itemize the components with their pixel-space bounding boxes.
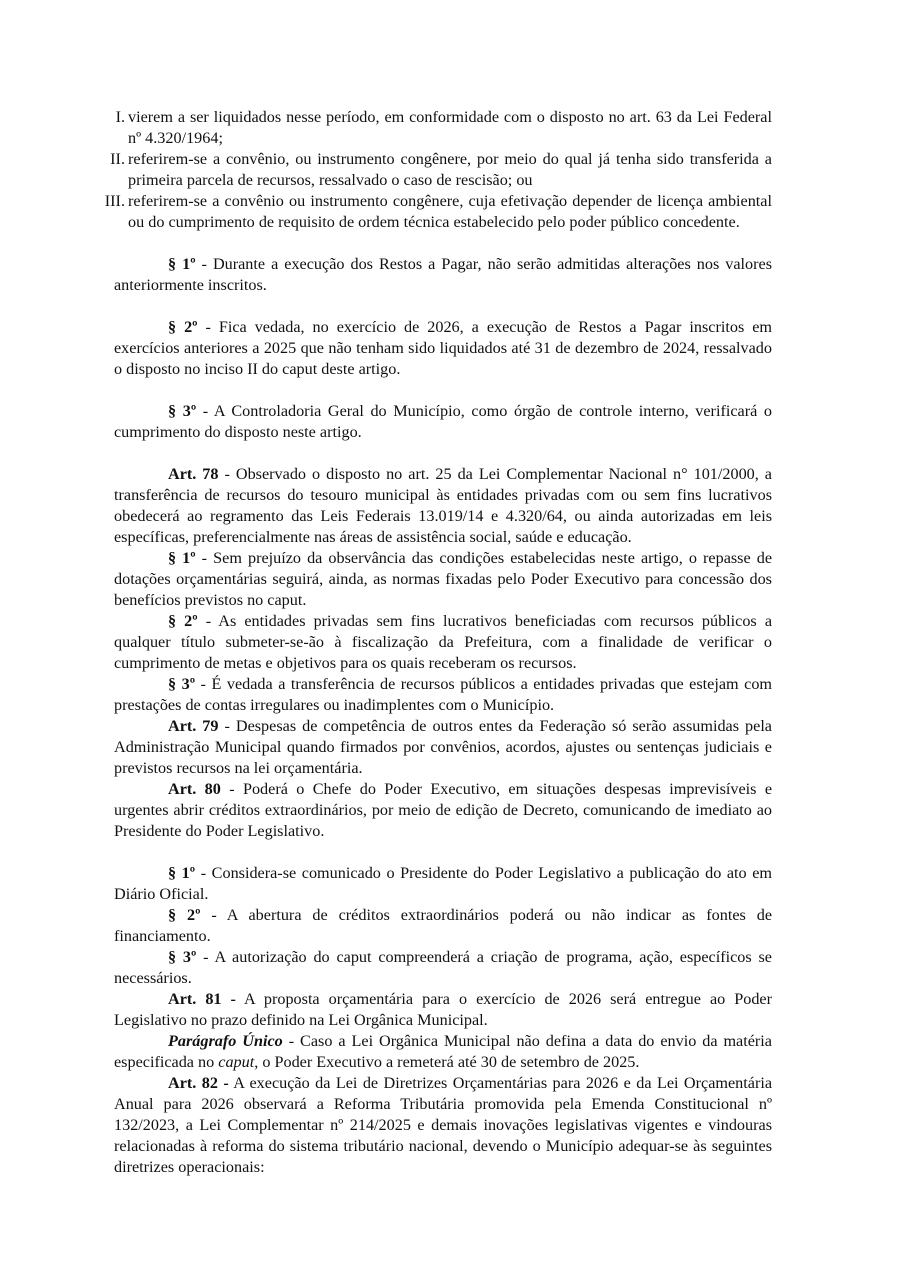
article-78 (114, 464, 772, 1178)
paragraph-label: § 3º (168, 402, 197, 420)
article-80-paragraph-1 (114, 863, 772, 905)
spacer (128, 443, 772, 464)
paragraph-1 (114, 254, 772, 296)
spacer (128, 380, 772, 401)
article-label: Art. 82 - (168, 1074, 229, 1092)
paragraph-label: § 1º (168, 255, 196, 273)
article-text: - Observado o disposto no art. 25 da Lei Complementar Nacional n° 101/2000, a transferência de recursos do tesouro municipal às entidades privadas com ou sem fins lucrativos obedecerá ao regramento das Leis Federais 13.019/14 e 4.320/64, ou ainda autorizadas em leis específicas, preferencialmente nas áreas de assistência social, saúde e educação. (114, 465, 772, 546)
paragraph-text: - As entidades privadas sem fins lucrativos beneficiadas com recursos públicos a qualquer título submeter-se-ão à fiscalização da Prefeitura, com a finalidade de verificar o cumprimento de metas e objetivos para os quais receberam os recursos. (114, 612, 773, 672)
paragraph-text: - A abertura de créditos extraordinários poderá ou não indicar as fontes de financiamento. (114, 906, 773, 945)
document-page (104, 107, 773, 1178)
paragraph-label: Parágrafo Único (168, 1032, 283, 1050)
article-text: A proposta orçamentária para o exercício de 2026 será entregue ao Poder Legislativo no prazo definido na Lei Orgânica Municipal. (114, 990, 773, 1029)
article-80-paragraph-3 (114, 947, 772, 989)
article-79 (114, 716, 772, 779)
inciso-item (115, 107, 772, 149)
article-78-paragraph-3 (114, 674, 772, 716)
paragraph-text: - Caso a Lei Orgânica Municipal não defina a data do envio da matéria especificada no (114, 1032, 772, 1071)
article-78-paragraph-2 (114, 611, 772, 674)
inciso-number: II. (110, 150, 125, 168)
article-81-sole-paragraph (114, 1031, 772, 1073)
paragraph-3 (114, 401, 772, 443)
article-81-caput (114, 989, 772, 1031)
paragraph-text: - Considera-se comunicado o Presidente do Poder Legislativo a publicação do ato em Diário Oficial. (114, 864, 773, 903)
paragraph-text: - A autorização do caput compreenderá a criação de programa, ação, específicos se necessários. (114, 948, 772, 987)
article-label: Art. 78 (168, 465, 219, 483)
paragraph-italic-term: caput (218, 1053, 255, 1071)
paragraph-label: § 1º (168, 864, 196, 882)
article-80-caput (114, 779, 772, 842)
paragraph-label: § 2º (168, 906, 201, 924)
article-82-caput (114, 1073, 772, 1178)
article-label: Art. 79 (168, 717, 219, 735)
paragraph-text: - Durante a execução dos Restos a Pagar, não serão admitidas alterações nos valores anteriormente inscritos. (114, 255, 773, 294)
article-80-paragraph-2 (114, 905, 772, 947)
paragraph-label: § 2º (168, 612, 198, 630)
paragraph-text: - Sem prejuízo da observância das condições estabelecidas neste artigo, o repasse de dotações orçamentárias seguirá, ainda, as normas fixadas pelo Poder Executivo para concessão dos benefícios previstos no caput. (114, 549, 773, 609)
paragraph-label: § 2º (168, 318, 198, 336)
spacer (114, 842, 772, 863)
paragraph-label: § 3º (168, 675, 196, 693)
paragraph-label: § 3º (168, 948, 197, 966)
paragraph-text: , o Poder Executivo a remeterá até 30 de setembro de 2025. (254, 1053, 640, 1071)
article-text: A execução da Lei de Diretrizes Orçamentárias para 2026 e da Lei Orçamentária Anual para 2026 observará a Reforma Tributária promovida pela Emenda Constitucional nº 132/2023, a Lei Complementar nº 214/2025 e demais inovações legislativas vigentes e vindouras relacionadas à reforma do sistema tributário nacional, devendo o Município adequar-se às seguintes diretrizes operacionais: (114, 1074, 773, 1176)
inciso-text: vierem a ser liquidados nesse período, em conformidade com o disposto no art. 63 da Lei Federal nº 4.320/1964; (128, 108, 772, 147)
inciso-number: III. (104, 192, 125, 210)
paragraph-text: - Fica vedada, no exercício de 2026, a execução de Restos a Pagar inscritos em exercícios anteriores a 2025 que não tenham sido liquidados até 31 de dezembro de 2024, ressalvado o disposto no inciso II do caput deste artigo. (114, 318, 773, 378)
article-text: - Despesas de competência de outros entes da Federação só serão assumidas pela Administração Municipal quando firmados por convênios, acordos, ajustes ou sentenças judiciais e previstos recursos na lei orçamentária. (114, 717, 772, 777)
article-label: Art. 81 - (168, 990, 236, 1008)
article-78-caput (114, 464, 772, 548)
paragraph-text: - A Controladoria Geral do Município, como órgão de controle interno, verificará o cumprimento do disposto neste artigo. (114, 402, 773, 441)
article-78-paragraph-1 (114, 548, 772, 611)
paragraph-text: - É vedada a transferência de recursos públicos a entidades privadas que estejam com prestações de contas irregulares ou inadimplentes com o Município. (114, 675, 773, 714)
spacer (128, 233, 772, 254)
inciso-text: referirem-se a convênio, ou instrumento congênere, por meio do qual já tenha sido transferida a primeira parcela de recursos, ressalvado o caso de rescisão; ou (128, 150, 772, 189)
article-text: - Poderá o Chefe do Poder Executivo, em situações despesas imprevisíveis e urgentes abrir créditos extraordinários, por meio de edição de Decreto, comunicando de imediato ao Presidente do Poder Legislativo. (114, 780, 772, 840)
inciso-text: referirem-se a convênio ou instrumento congênere, cuja efetivação depender de licença ambiental ou do cumprimento de requisito de ordem técnica estabelecido pelo poder público concedente. (128, 192, 772, 231)
incisos-list (104, 107, 772, 233)
article-label: Art. 80 (168, 780, 221, 798)
paragraph-2 (114, 317, 772, 380)
spacer (128, 296, 772, 317)
paragraph-label: § 1º (168, 549, 196, 567)
inciso-item (110, 149, 772, 191)
inciso-number: I. (115, 108, 125, 126)
inciso-item (104, 191, 772, 233)
